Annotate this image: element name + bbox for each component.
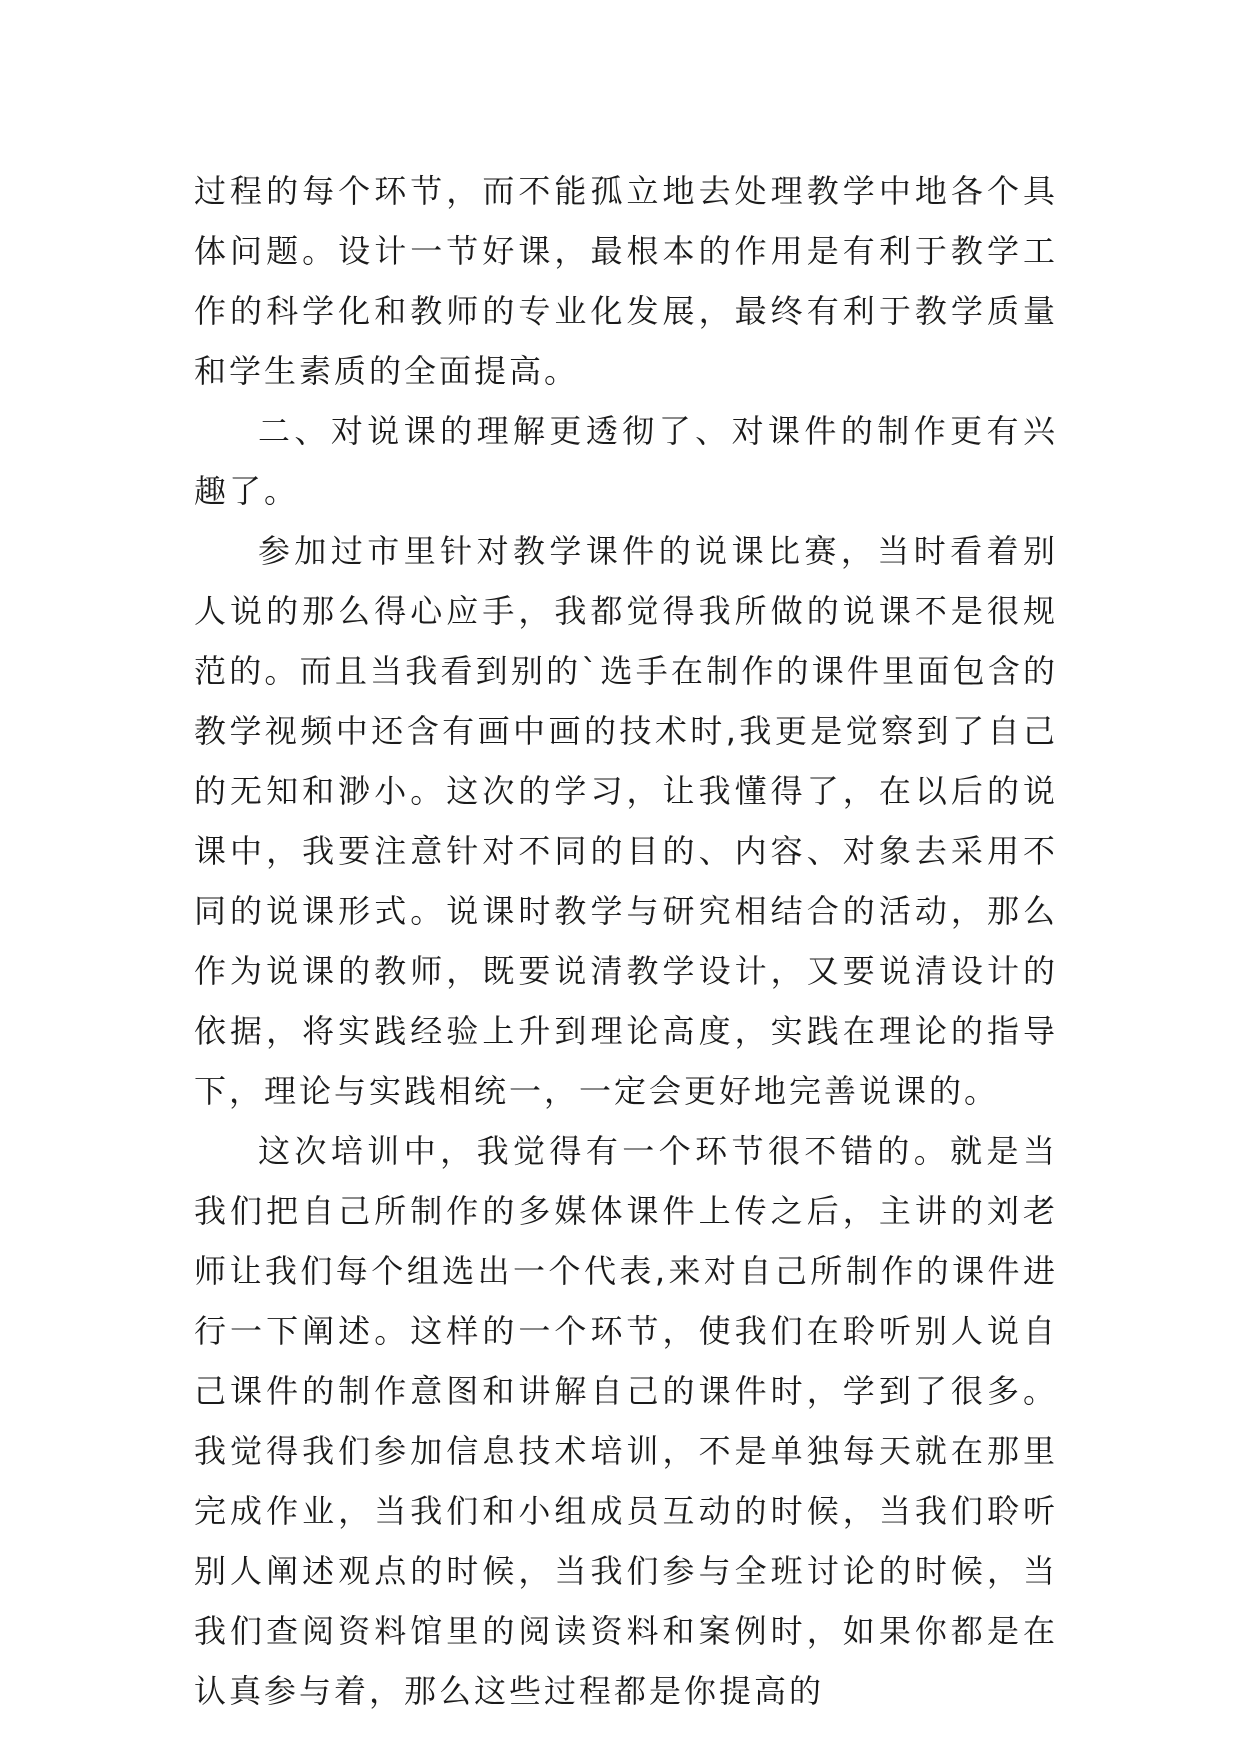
paragraph-continuation: 过程的每个环节，而不能孤立地去处理教学中地各个具体问题。设计一节好课，最根本的作用是有利于教学工作的科学化和教师的专业化发展，最终有利于教学质量和学生素质的全面提高。 xyxy=(194,172,1058,390)
paragraph-speech-competition: 参加过市里针对教学课件的说课比赛，当时看着别人说的那么得心应手，我都觉得我所做的说课不是很规范的。而且当我看到别的`选手在制作的课件里面包含的教学视频中还含有画中画的技术时,我更是觉察到了自己的无知和渺小。这次的学习，让我懂得了，在以后的说课中，我要注意针对不同的目的、内容、对象去采用不同的说课形式。说课时教学与研究相结合的活动，那么作为说课的教师，既要说清教学设计，又要说清设计的依据，将实践经验上升到理论高度，实践在理论的指导下，理论与实践相统一，一定会更好地完善说课的。 xyxy=(194,532,1058,1110)
section-heading: 二、对说课的理解更透彻了、对课件的制作更有兴趣了。 xyxy=(194,412,1058,510)
paragraph-training-session: 这次培训中，我觉得有一个环节很不错的。就是当我们把自己所制作的多媒体课件上传之后，主讲的刘老师让我们每个组选出一个代表,来对自己所制作的课件进行一下阐述。这样的一个环节，使我们在聆听别人说自己课件的制作意图和讲解自己的课件时，学到了很多。我觉得我们参加信息技术培训，不是单独每天就在那里完成作业，当我们和小组成员互动的时候，当我们聆听别人阐述观点的时候，当我们参与全班讨论的时候，当我们查阅资料馆里的阅读资料和案例时，如果你都是在认真参与着，那么这些过程都是你提高的 xyxy=(194,1132,1058,1710)
document-body xyxy=(194,161,1058,1721)
